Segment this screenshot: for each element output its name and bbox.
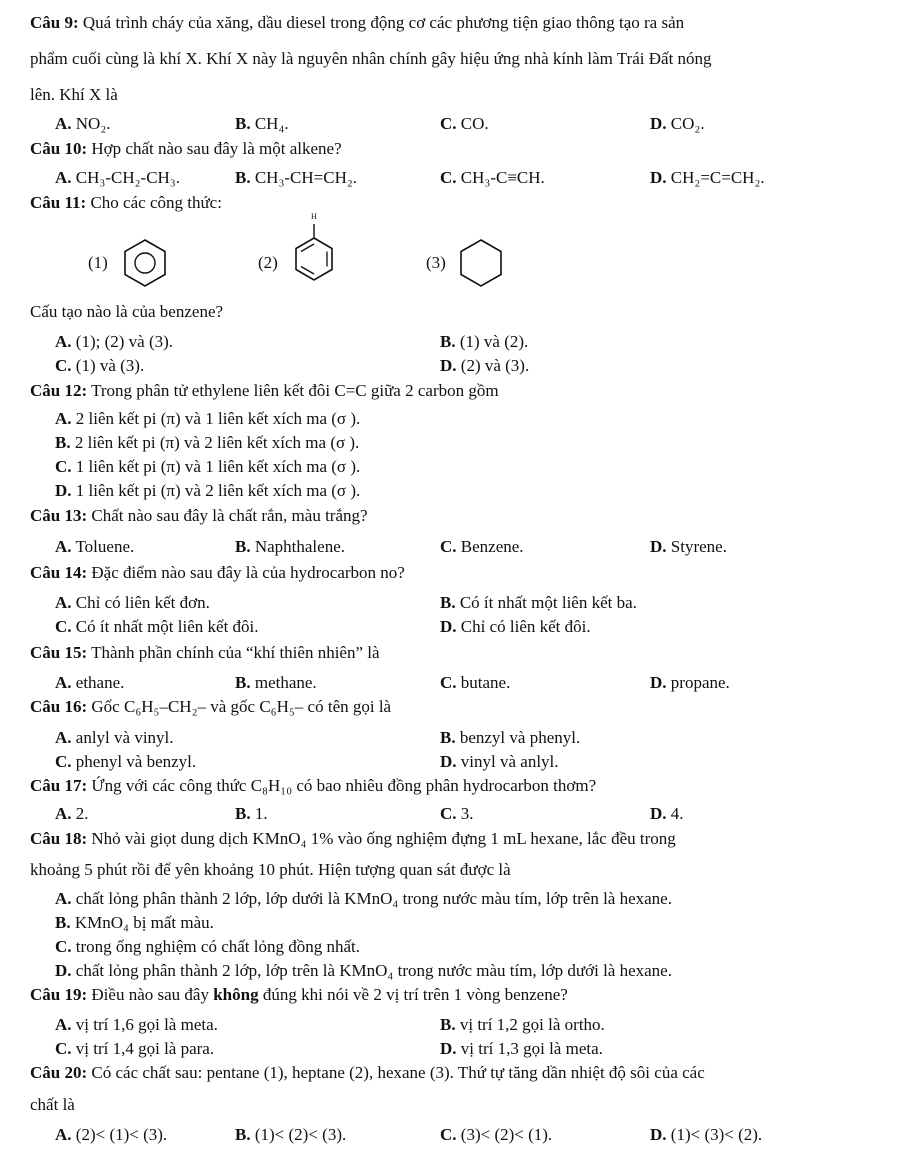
- q17-option-d[interactable]: D. 4.: [650, 804, 684, 823]
- q20-option-c[interactable]: C. (3)< (2)< (1).: [440, 1125, 553, 1144]
- q10-option-d[interactable]: D. CH₂=C=CH₂.: [650, 168, 765, 187]
- q11-stem: Câu 11: Cho các công thức:: [30, 193, 222, 212]
- q14-option-d[interactable]: D. Chỉ có liên kết đôi.: [440, 617, 591, 636]
- q18-stem-line1: Câu 18: Nhỏ vài giọt dung dịch KMnO₄ 1% vào ống nghiệm đựng 1 mL hexane, lắc đều trong: [30, 829, 676, 848]
- q17-option-b[interactable]: B. 1.: [235, 804, 268, 823]
- q9-line3: lên. Khí X là: [30, 85, 118, 104]
- q19-option-d[interactable]: D. vị trí 1,3 gọi là meta.: [440, 1039, 603, 1058]
- q20-option-d[interactable]: D. (1)< (3)< (2).: [650, 1125, 763, 1144]
- q13-stem: Câu 13: Chất nào sau đây là chất rắn, màu trắng?: [30, 506, 368, 525]
- q19-option-a[interactable]: A. vị trí 1,6 gọi là meta.: [55, 1015, 218, 1034]
- q9-option-d[interactable]: D. CO₂.: [650, 114, 705, 133]
- benzene-kekule-structure: [292, 222, 336, 286]
- q10-option-a[interactable]: A. CH₃-CH₂-CH₃.: [55, 168, 180, 187]
- hydrogen-label: H: [311, 212, 317, 221]
- q15-option-a[interactable]: A. ethane.: [55, 673, 125, 692]
- q20-stem-line1: Câu 20: Có các chất sau: pentane (1), heptane (2), hexane (3). Thứ tự tăng dần nhiệt độ sôi của các: [30, 1063, 705, 1082]
- q11-option-a[interactable]: A. (1); (2) và (3).: [55, 332, 174, 351]
- q16-stem: Câu 16: Gốc C₆H₅–CH₂– và gốc C₆H₅– có tên gọi là: [30, 697, 392, 716]
- q9-option-c[interactable]: C. CO.: [440, 114, 489, 133]
- q12-option-a[interactable]: A. 2 liên kết pi (π) và 1 liên kết xích ma (σ ).: [55, 409, 361, 428]
- q17-option-a[interactable]: A. 2.: [55, 804, 89, 823]
- q17-stem: Câu 17: Ứng với các công thức C₈H₁₀ có bao nhiêu đồng phân hydrocarbon thơm?: [30, 776, 597, 795]
- q17-option-c[interactable]: C. 3.: [440, 804, 474, 823]
- q18-option-d[interactable]: D. chất lỏng phân thành 2 lớp, lớp trên là KMnO₄ trong nước màu tím, lớp dưới là hexane.: [55, 961, 672, 980]
- q11-option-b[interactable]: B. (1) và (2).: [440, 332, 529, 351]
- q18-option-b[interactable]: B. KMnO₄ bị mất màu.: [55, 913, 214, 932]
- q15-option-d[interactable]: D. propane.: [650, 673, 730, 692]
- q13-option-c[interactable]: C. Benzene.: [440, 537, 524, 556]
- q18-option-c[interactable]: C. trong ống nghiệm có chất lỏng đồng nhất.: [55, 937, 361, 956]
- q14-option-c[interactable]: C. Có ít nhất một liên kết đôi.: [55, 617, 259, 636]
- formula-2-label: (2): [258, 253, 278, 272]
- cyclohexane-structure: [456, 238, 506, 288]
- q14-stem: Câu 14: Đặc điểm nào sau đây là của hydrocarbon no?: [30, 563, 405, 582]
- q15-stem: Câu 15: Thành phần chính của “khí thiên nhiên” là: [30, 643, 380, 662]
- q9-option-a[interactable]: A. NO₂.: [55, 114, 111, 133]
- q9-line2: phẩm cuối cùng là khí X. Khí X này là nguyên nhân chính gây hiệu ứng nhà kính làm Trái Đất nóng: [30, 49, 712, 68]
- q10-stem: Câu 10: Hợp chất nào sau đây là một alkene?: [30, 139, 342, 158]
- q14-option-a[interactable]: A. Chỉ có liên kết đơn.: [55, 593, 210, 612]
- q12-stem: Câu 12: Trong phân tử ethylene liên kết đôi C=C giữa 2 carbon gồm: [30, 381, 499, 400]
- q16-option-d[interactable]: D. vinyl và anlyl.: [440, 752, 559, 771]
- q11-option-c[interactable]: C. (1) và (3).: [55, 356, 145, 375]
- q20-option-a[interactable]: A. (2)< (1)< (3).: [55, 1125, 168, 1144]
- q18-option-a[interactable]: A. chất lỏng phân thành 2 lớp, lớp dưới là KMnO₄ trong nước màu tím, lớp trên là hexane.: [55, 889, 672, 908]
- q12-option-d[interactable]: D. 1 liên kết pi (π) và 2 liên kết xích ma (σ ).: [55, 481, 361, 500]
- q10-option-c[interactable]: C. CH₃-C≡CH.: [440, 168, 545, 187]
- benzene-circle-structure: [120, 238, 170, 288]
- q12-option-c[interactable]: C. 1 liên kết pi (π) và 1 liên kết xích ma (σ ).: [55, 457, 361, 476]
- q13-option-d[interactable]: D. Styrene.: [650, 537, 727, 556]
- formula-1-label: (1): [88, 253, 108, 272]
- q18-stem-line2: khoảng 5 phút rồi để yên khoảng 10 phút. Hiện tượng quan sát được là: [30, 860, 511, 879]
- q12-option-b[interactable]: B. 2 liên kết pi (π) và 2 liên kết xích ma (σ ).: [55, 433, 360, 452]
- q16-option-c[interactable]: C. phenyl và benzyl.: [55, 752, 197, 771]
- q15-option-b[interactable]: B. methane.: [235, 673, 317, 692]
- q13-option-b[interactable]: B. Naphthalene.: [235, 537, 345, 556]
- formula-3-label: (3): [426, 253, 446, 272]
- q16-option-b[interactable]: B. benzyl và phenyl.: [440, 728, 581, 747]
- q13-option-a[interactable]: A. Toluene.: [55, 537, 135, 556]
- q15-option-c[interactable]: C. butane.: [440, 673, 511, 692]
- q11-option-d[interactable]: D. (2) và (3).: [440, 356, 530, 375]
- q20-stem-line2: chất là: [30, 1095, 75, 1114]
- q14-option-b[interactable]: B. Có ít nhất một liên kết ba.: [440, 593, 637, 612]
- q19-stem: Câu 19: Điều nào sau đây không đúng khi nói về 2 vị trí trên 1 vòng benzene?: [30, 985, 568, 1004]
- q9-number: Câu 9:: [30, 13, 79, 32]
- q19-option-b[interactable]: B. vị trí 1,2 gọi là ortho.: [440, 1015, 605, 1034]
- q9-line1: Câu 9: Quá trình cháy của xăng, dầu diesel trong động cơ các phương tiện giao thông tạo ra sản: [30, 13, 685, 32]
- q9-option-b[interactable]: B. CH₄.: [235, 114, 289, 133]
- q11-question: Cấu tạo nào là của benzene?: [30, 302, 224, 321]
- q16-option-a[interactable]: A. anlyl và vinyl.: [55, 728, 174, 747]
- q10-option-b[interactable]: B. CH₃-CH=CH₂.: [235, 168, 358, 187]
- q20-option-b[interactable]: B. (1)< (2)< (3).: [235, 1125, 347, 1144]
- q19-option-c[interactable]: C. vị trí 1,4 gọi là para.: [55, 1039, 215, 1058]
